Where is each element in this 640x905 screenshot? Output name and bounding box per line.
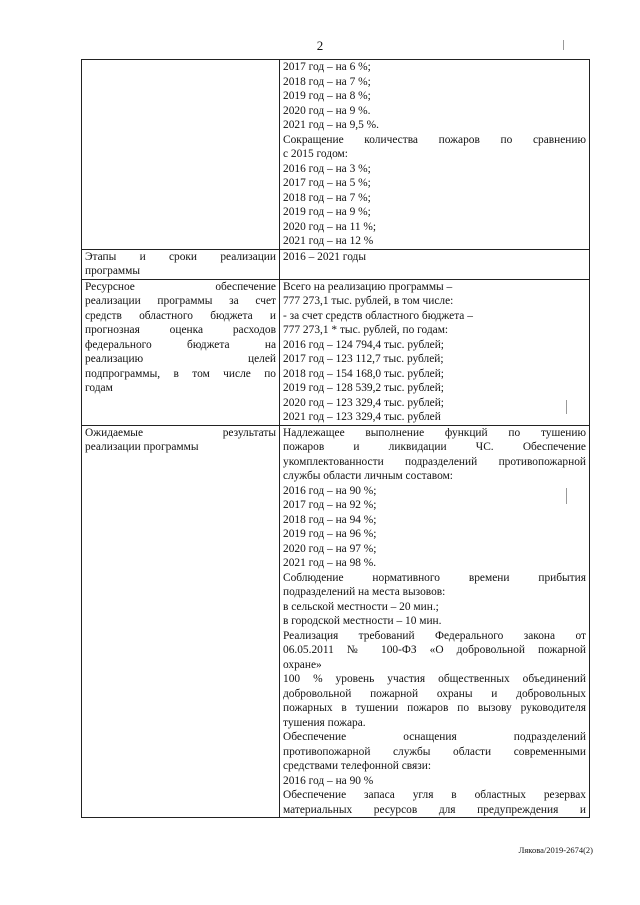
text-line: 2017 год – на 6 %; — [283, 61, 371, 73]
row-value-cell — [280, 279, 590, 425]
text-line: 2018 год – на 7 %; — [283, 75, 371, 88]
text-line: 2017 год – на 5 %; — [283, 177, 371, 189]
text-line: - за счет средств областного бюджета – — [283, 309, 473, 322]
text-line: Сокращение количества пожаров по сравнению — [283, 133, 586, 146]
text-line: реализации программы за счет — [85, 295, 276, 307]
text-line: Надлежащее выполнение функций по тушению — [283, 426, 586, 439]
text-line: реализации программы — [85, 441, 199, 453]
table-row — [82, 60, 590, 250]
row-label-cell — [82, 425, 280, 818]
text-line: 2016 год – на 90 % — [283, 774, 374, 787]
text-line: службы области личным составом: — [283, 470, 453, 482]
text-line: 2016 год – 124 794,4 тыс. рублей; — [283, 338, 444, 351]
text-line: 777 273,1 тыс. рублей, в том числе: — [283, 295, 454, 307]
text-line: Этапы и сроки реализации — [85, 250, 276, 263]
text-line: 2018 год – на 7 %; — [283, 191, 371, 204]
text-line: Обеспечение запаса угля в областных резервах — [283, 789, 586, 801]
text-line: в городской местности – 10 мин. — [283, 615, 442, 627]
scan-mark — [566, 488, 567, 504]
scan-mark — [563, 40, 564, 50]
program-passport-table — [81, 59, 590, 818]
text-line: федерального бюджета на — [85, 338, 276, 351]
row-label-cell — [82, 60, 280, 250]
text-line: охране» — [283, 658, 322, 671]
text-line: прогнозная оценка расходов — [85, 324, 276, 336]
text-line: 2019 год – на 9 %; — [283, 206, 371, 218]
scan-mark — [566, 400, 567, 414]
text-line: годам — [85, 382, 113, 394]
text-line: Ожидаемые результаты — [85, 426, 276, 439]
text-line: пожаров и ликвидации ЧС. Обеспечение — [283, 441, 586, 453]
text-line: реализацию целей — [85, 353, 276, 365]
row-label-cell — [82, 249, 280, 279]
text-line: добровольной пожарной охраны и добровольных — [283, 687, 586, 700]
text-line: 777 273,1 * тыс. рублей, по годам: — [283, 324, 449, 336]
text-line: укомплектованности подразделений противопожарной — [283, 455, 586, 468]
text-line: Реализация требований Федерального закона от — [283, 629, 586, 642]
text-line: 2017 год – 123 112,7 тыс. рублей; — [283, 353, 444, 365]
text-line: Соблюдение нормативного времени прибытия — [283, 571, 586, 584]
row-value-cell — [280, 249, 590, 279]
text-line: 100 % уровень участия общественных объединений — [283, 673, 586, 685]
text-line: 2016 год – на 3 %; — [283, 162, 371, 175]
text-line: 2018 год – 154 168,0 тыс. рублей; — [283, 367, 444, 380]
text-line: 2020 год – на 97 %; — [283, 542, 377, 555]
text-line: противопожарной службы области современными — [283, 745, 586, 758]
text-line: с 2015 годом: — [283, 148, 348, 160]
text-line: материальных ресурсов для предупреждения и — [283, 803, 586, 816]
table-row — [82, 279, 590, 425]
text-line: 2016 – 2021 годы — [283, 250, 367, 263]
page-number: 2 — [316, 38, 324, 53]
text-line: 2021 год – 123 329,4 тыс. рублей — [283, 411, 441, 423]
text-line: 2019 год – на 96 %; — [283, 528, 377, 540]
text-line: подпрограммы, в том числе по — [85, 367, 276, 380]
text-line: средств областного бюджета и — [85, 309, 276, 322]
text-line: 2018 год – на 94 %; — [283, 513, 377, 526]
table-row — [82, 425, 590, 818]
text-line: 2020 год – на 9 %. — [283, 104, 371, 117]
text-line: тушения пожара. — [283, 716, 366, 729]
row-label-cell — [82, 279, 280, 425]
text-line: 2016 год – на 90 %; — [283, 484, 377, 497]
text-line: пожарных в тушении пожаров по вызову руководителя — [283, 702, 586, 714]
text-line: Обеспечение оснащения подразделений — [283, 731, 586, 743]
table-row — [82, 249, 590, 279]
row-value-cell — [280, 60, 590, 250]
text-line: программы — [85, 265, 140, 277]
text-line: 2021 год – на 12 % — [283, 235, 374, 247]
text-line: 2020 год – 123 329,4 тыс. рублей; — [283, 396, 444, 409]
text-line: подразделений на места вызовов: — [283, 586, 446, 598]
text-line: 2021 год – на 9,5 %. — [283, 119, 379, 131]
text-line: 2019 год – на 8 %; — [283, 90, 371, 102]
text-line: 2017 год – на 92 %; — [283, 499, 377, 511]
text-line: 2019 год – 128 539,2 тыс. рублей; — [283, 382, 444, 394]
text-line: средствами телефонной связи: — [283, 760, 432, 772]
text-line: 2020 год – на 11 %; — [283, 220, 377, 233]
text-line: 2021 год – на 98 %. — [283, 557, 377, 569]
row-value-cell — [280, 425, 590, 818]
text-line: Всего на реализацию программы – — [283, 280, 453, 293]
text-line: в сельской местности – 20 мин.; — [283, 600, 439, 613]
text-line: 06.05.2011 № 100-ФЗ «О добровольной пожарной — [283, 644, 586, 656]
text-line: Ресурсное обеспечение — [85, 280, 276, 293]
document-code: Лякова/2019-2674(2) — [518, 845, 593, 855]
